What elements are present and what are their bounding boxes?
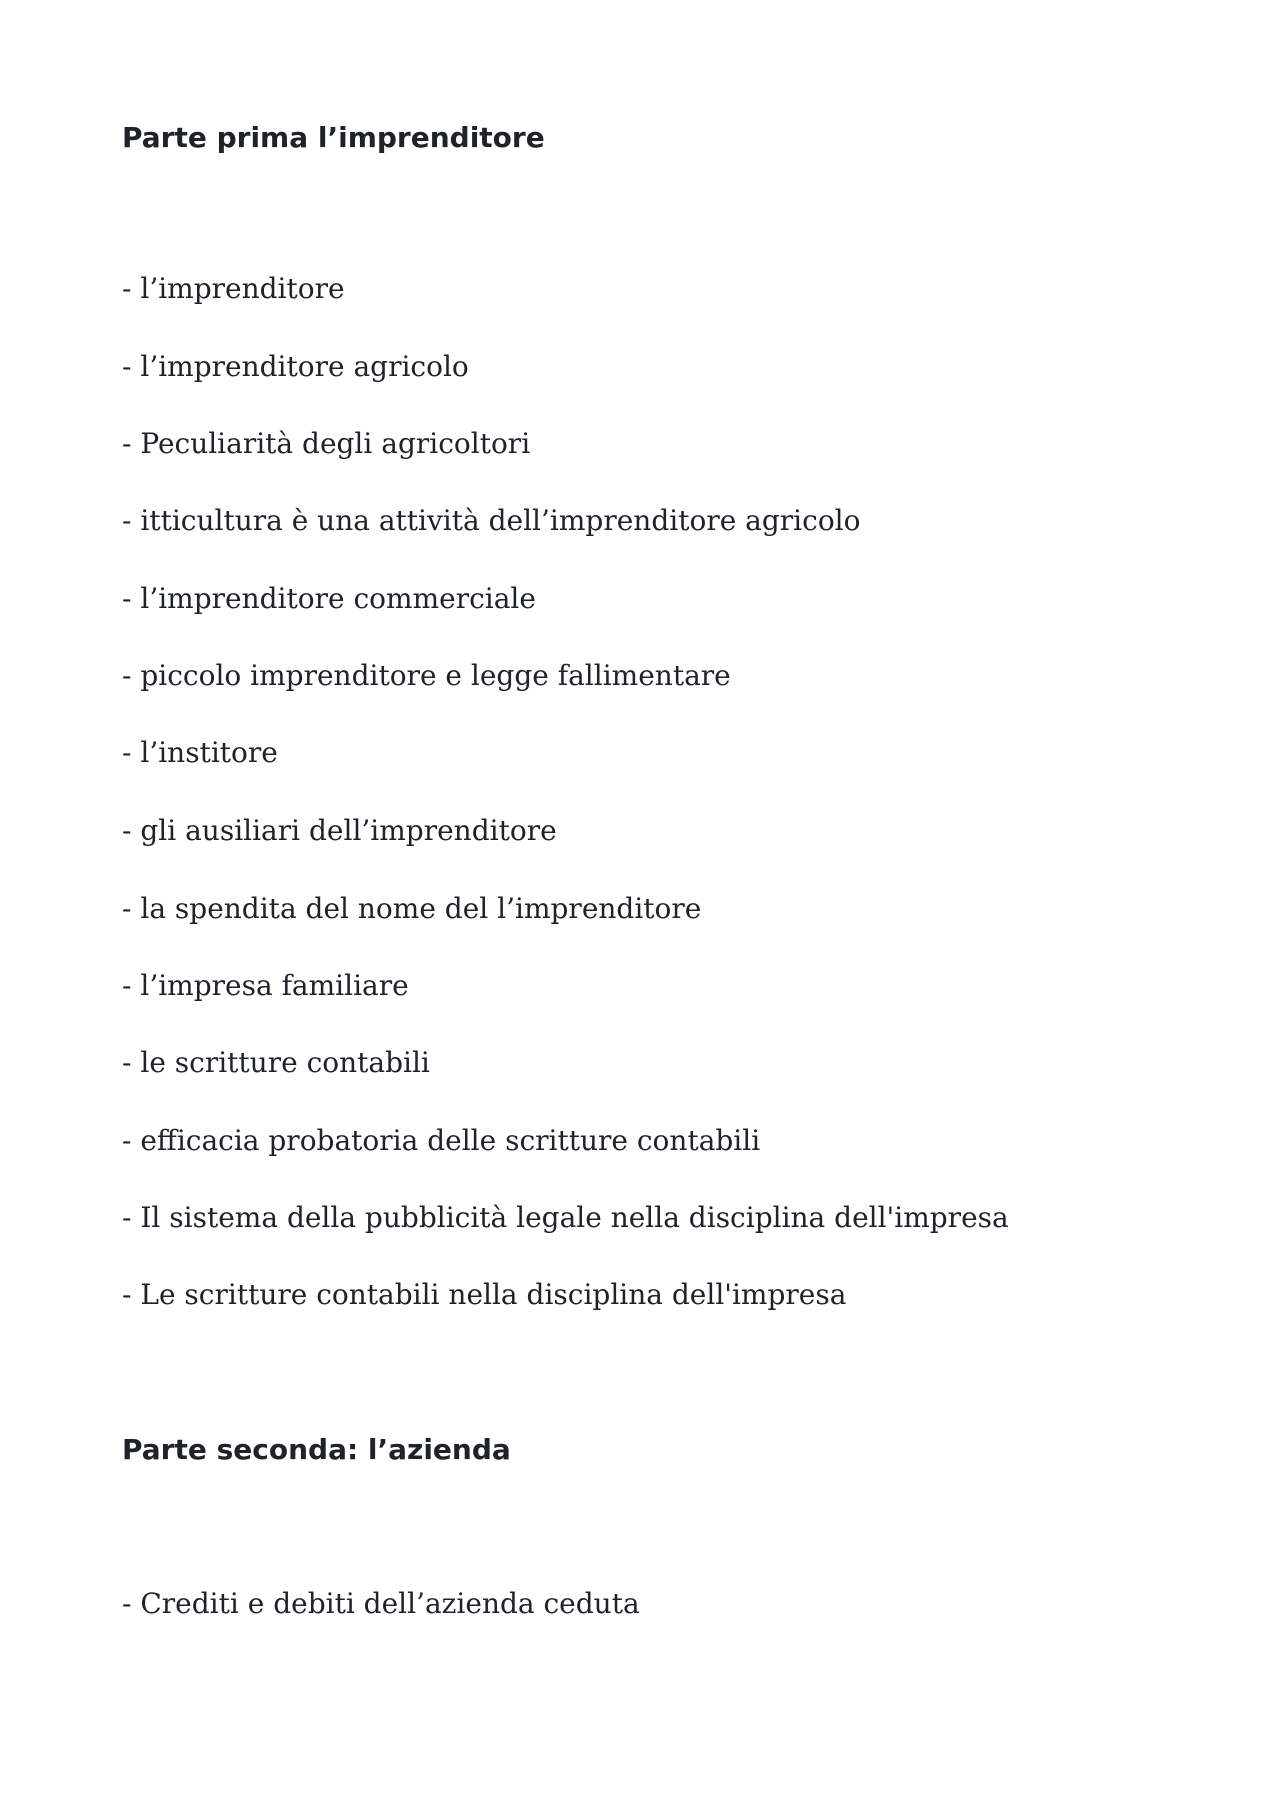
list-item: - gli ausiliari dell’imprenditore — [122, 814, 557, 847]
list-item: - Il sistema della pubblicità legale nella disciplina dell'impresa — [122, 1201, 1009, 1234]
list-item: - Le scritture contabili nella disciplina dell'impresa — [122, 1278, 847, 1311]
list-item: - l’imprenditore agricolo — [122, 350, 469, 383]
list-item: - l’institore — [122, 736, 278, 769]
list-item: - Peculiarità degli agricoltori — [122, 427, 531, 460]
list-item: - l’imprenditore commerciale — [122, 582, 536, 615]
list-item: - efficacia probatoria delle scritture contabili — [122, 1124, 761, 1157]
list-item: - l’imprenditore — [122, 272, 345, 305]
list-item: - l’impresa familiare — [122, 969, 409, 1002]
list-item: - la spendita del nome del l’imprenditore — [122, 892, 702, 925]
list-item: - le scritture contabili — [122, 1046, 430, 1079]
list-item: - piccolo imprenditore e legge fallimentare — [122, 659, 731, 692]
section-heading-parte-prima: Parte prima l’imprenditore — [122, 121, 545, 154]
section-heading-parte-seconda: Parte seconda: l’azienda — [122, 1433, 511, 1466]
list-item: - itticultura è una attività dell’imprenditore agricolo — [122, 504, 861, 537]
list-item: - Crediti e debiti dell’azienda ceduta — [122, 1587, 640, 1620]
